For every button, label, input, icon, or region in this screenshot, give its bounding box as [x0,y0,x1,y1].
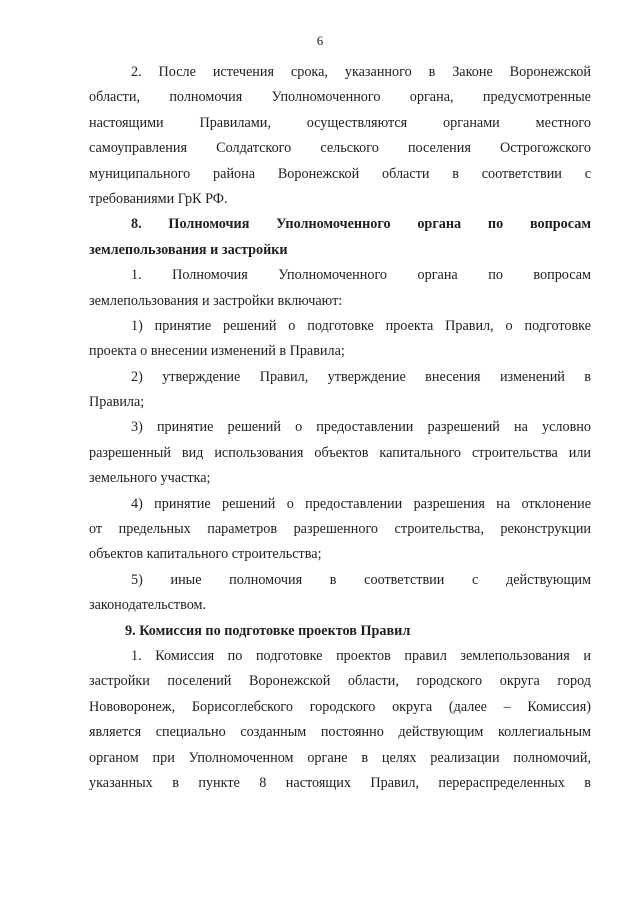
text-line: области, полномочия Уполномоченного органа, предусмотренные [89,89,591,106]
text-line: 2) утверждение Правил, утверждение внесения изменений в [131,368,591,385]
paragraph [89,263,591,314]
text-line: 1. Полномочия Уполномоченного органа по вопросам [131,267,591,284]
text-line: объектов капитального строительства; [89,546,322,563]
text-line: настоящими Правилами, осуществляются органами местного [89,114,591,131]
page-number: 6 [316,33,324,48]
text-line: 8. Полномочия Уполномоченного органа по вопросам [131,216,591,233]
text-line: Нововоронеж, Борисоглебского городского округа (далее – Комиссия) [89,698,591,715]
text-line: Правила; [89,394,145,411]
document-body [89,60,591,796]
text-line: законодательством. [89,597,207,614]
text-line: 2. После истечения срока, указанного в Законе Воронежской [131,64,591,80]
text-line: застройки поселений Воронежской области, городского округа город [89,673,591,690]
text-line: землепользования и застройки [89,241,288,258]
text-line: муниципального района Воронежской области в соответствии с [89,165,591,182]
text-line: является специально созданным постоянно действующим коллегиальным [89,724,591,741]
text-line: 1) принятие решений о подготовке проекта Правил, о подготовке [131,317,591,334]
section-heading [89,619,591,644]
section-heading [89,212,591,263]
text-line: землепользования и застройки включают: [89,292,343,309]
text-line: от предельных параметров разрешенного строительства, реконструкции [89,521,591,538]
text-line: указанных в пункте 8 настоящих Правил, перераспределенных в [89,774,591,791]
paragraph [89,314,591,365]
text-line: 3) принятие решений о предоставлении разрешений на условно [131,419,591,436]
text-line: 5) иные полномочия в соответствии с действующим [131,571,591,588]
text-line: земельного участка; [89,470,211,487]
paragraph [89,415,591,491]
paragraph [89,492,591,568]
paragraph [89,365,591,416]
paragraph [89,568,591,619]
text-line: требованиями ГрК РФ. [89,190,228,207]
text-line: самоуправления Солдатского сельского поселения Острогожского [89,140,591,157]
text-line: органом при Уполномоченном органе в целях реализации полномочий, [89,749,591,766]
text-line: проекта о внесении изменений в Правила; [89,343,345,360]
text-line: 4) принятие решений о предоставлении разрешения на отклонение [131,495,591,512]
text-line: разрешенный вид использования объектов капитального строительства или [89,444,591,461]
text-line: 9. Комиссия по подготовке проектов Правил [125,622,411,639]
text-line: 1. Комиссия по подготовке проектов правил землепользования и [131,647,591,664]
paragraph [89,644,591,796]
paragraph [89,60,591,212]
